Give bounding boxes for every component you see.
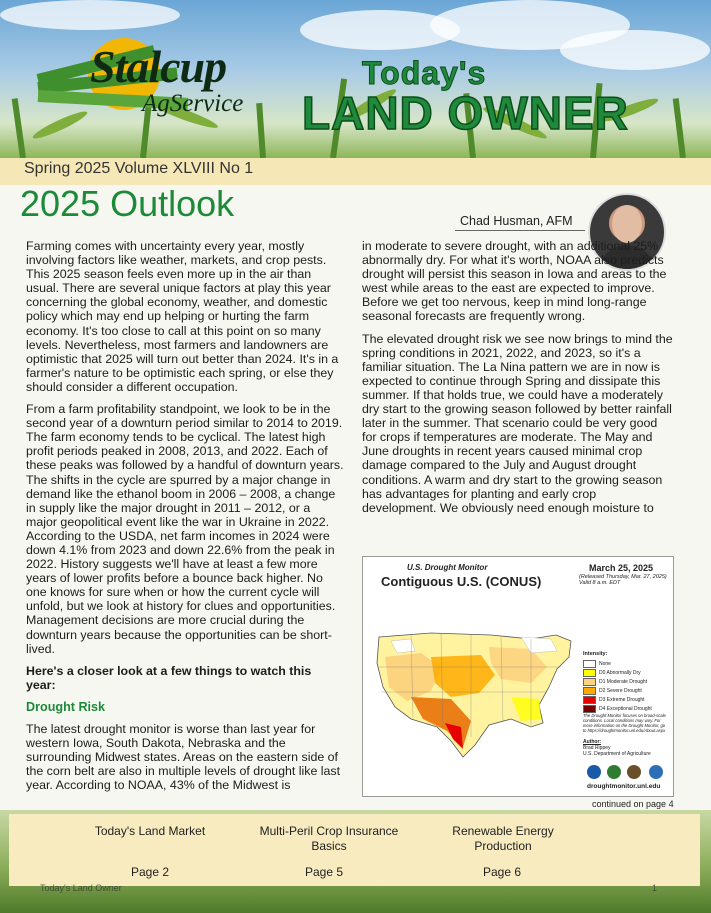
map-note: The Drought Monitor focuses on broad-scale conditions. Local conditions may vary. For more information on the Drought Monitor, go to https://droughtmonitor.unl.edu/About.aspx bbox=[583, 713, 666, 733]
logo-subtitle: AgService bbox=[142, 90, 244, 117]
toc-page-renewable-energy: Page 6 bbox=[482, 865, 522, 879]
ndmc-logo-icon bbox=[607, 765, 621, 779]
masthead-title-main: LAND OWNER bbox=[302, 87, 629, 139]
issue-info: Spring 2025 Volume XLVIII No 1 bbox=[24, 160, 254, 177]
legend-item: None bbox=[583, 659, 669, 668]
unl-logo-icon bbox=[627, 765, 641, 779]
map-release: (Released Thursday, Mar. 27, 2025) Valid 8 a.m. EDT bbox=[579, 574, 667, 586]
toc-item-land-market[interactable]: Today's Land Market bbox=[94, 824, 206, 838]
article-title: 2025 Outlook bbox=[20, 183, 235, 224]
legend-item: D2 Severe Drought bbox=[583, 686, 669, 695]
section-subhead: Drought Risk bbox=[26, 699, 106, 714]
map-legend: Intensity: None D0 Abnormally Dry D1 Moderate Drought D2 Severe Drought D3 Extreme Drought D4 Exceptional Drought bbox=[583, 651, 669, 713]
map-url: droughtmonitor.unl.edu bbox=[587, 783, 661, 790]
drought-monitor-map bbox=[362, 556, 674, 797]
column-left bbox=[26, 239, 344, 800]
map-date: March 25, 2025 bbox=[589, 563, 654, 573]
paragraph: The latest drought monitor is worse than last year for western Iowa, South Dakota, Nebraska and the surrounding Midwest states. Areas on the eastern side of the corn belt are also in multiple levels of drought like last year. According to NOAA, 43% of the Midwest is bbox=[26, 722, 341, 793]
toc-item-crop-insurance[interactable]: Multi-Peril Crop Insurance Basics bbox=[259, 824, 399, 853]
footer-publication: Today's Land Owner bbox=[40, 883, 122, 893]
toc-item-renewable-energy[interactable]: Renewable Energy Production bbox=[452, 824, 554, 853]
legend-item: D0 Abnormally Dry bbox=[583, 668, 669, 677]
usda-logo-icon bbox=[587, 765, 601, 779]
article-author: Chad Husman, AFM bbox=[460, 214, 573, 228]
paragraph: From a farm profitability standpoint, we look to be in the second year of a downturn period similar to 2014 to 2019. The farm economy tends to be cyclical. The latest high profit periods peaked in 2008, 2013, and 2022. Each of these peaks was followed by a handful of downturn years. The shifts in the cycle are spurred by a major change in demand like the ethanol boom in 2006 – 2008, a change in supply like the major drought in 2011 – 2012, or a major geopolitical event like the war in Ukraine in 2022. According to the USDA, net farm incomes in 2024 were down 4.1% from 2023 and down 22.6% from the peak in 2022. History suggests we'll have at least a few more years of lower profits before a bounce back higher. No one knows for sure when or how the current cycle will unfold, but we look at history for clues and opportunities. Management decisions are more crucial during the downturn years because the opportunities can be short-lived. bbox=[26, 402, 344, 656]
toc-page-land-market: Page 2 bbox=[130, 865, 170, 879]
us-map-graphic bbox=[371, 627, 581, 762]
logo-name: Stalcup bbox=[90, 41, 227, 92]
author-rule bbox=[455, 230, 585, 231]
legend-item: D3 Extreme Drought bbox=[583, 695, 669, 704]
map-author: Author: Brad Rippey U.S. Department of Agriculture bbox=[583, 739, 651, 757]
masthead-title-top: Today's bbox=[362, 55, 487, 91]
legend-item: D1 Moderate Drought bbox=[583, 677, 669, 686]
toc-page-crop-insurance: Page 5 bbox=[304, 865, 344, 879]
paragraph: The elevated drought risk we see now brings to mind the spring conditions in 2021, 2022, and 2023, so it's a familiar situation. The La Nina pattern we are in now is expected to continue through Spring and dissipate this summer. If that holds true, we could have a moderately dry start to the growing season followed by better rainfall later in the summer. That scenario could be very good for crops if temperatures are moderate. The May and June droughts in recent years caused minimal crop damage compared to the July and August drought conditions. A warm and dry start to the growing season has advantages for planting and early crop development. We obviously need enough moisture to bbox=[362, 331, 673, 515]
closer-look-heading: Here's a closer look at a few things to watch this year: bbox=[26, 663, 312, 692]
continued-note: continued on page 4 bbox=[592, 799, 674, 809]
masthead-banner bbox=[0, 0, 711, 158]
paragraph: Farming comes with uncertainty every year, mostly involving factors like weather, markets, and crop pests. This 2025 season feels even more up in the air than usual. There are several unique factors at play this year concerning the global economy, weather, and domestic policy which may end up helping or hurting the farm economy. It's too close to call at this point on so many levels. Nevertheless, most farmers and landowners are optimistic that 2025 will turn out better than 2024. It's in a farmer's nature to be optimistic each spring, or else they should consider a different occupation. bbox=[26, 239, 339, 394]
column-right bbox=[362, 239, 674, 523]
map-header: U.S. Drought Monitor bbox=[407, 563, 488, 572]
paragraph: in moderate to severe drought, with an additional 25% abnormally dry. For what it's worth, NOAA also predicts drought will persist this season in Iowa and areas to the west while areas to the east are expected to improve. Before we get too nervous, keep in mind long-range seasonal forecasts are frequently wrong. bbox=[362, 239, 667, 324]
legend-item: D4 Exceptional Drought bbox=[583, 704, 669, 713]
stalcup-logo bbox=[38, 34, 288, 129]
footer-page-number: 1 bbox=[652, 883, 658, 893]
noaa-logo-icon bbox=[649, 765, 663, 779]
map-title: Contiguous U.S. (CONUS) bbox=[381, 574, 542, 589]
